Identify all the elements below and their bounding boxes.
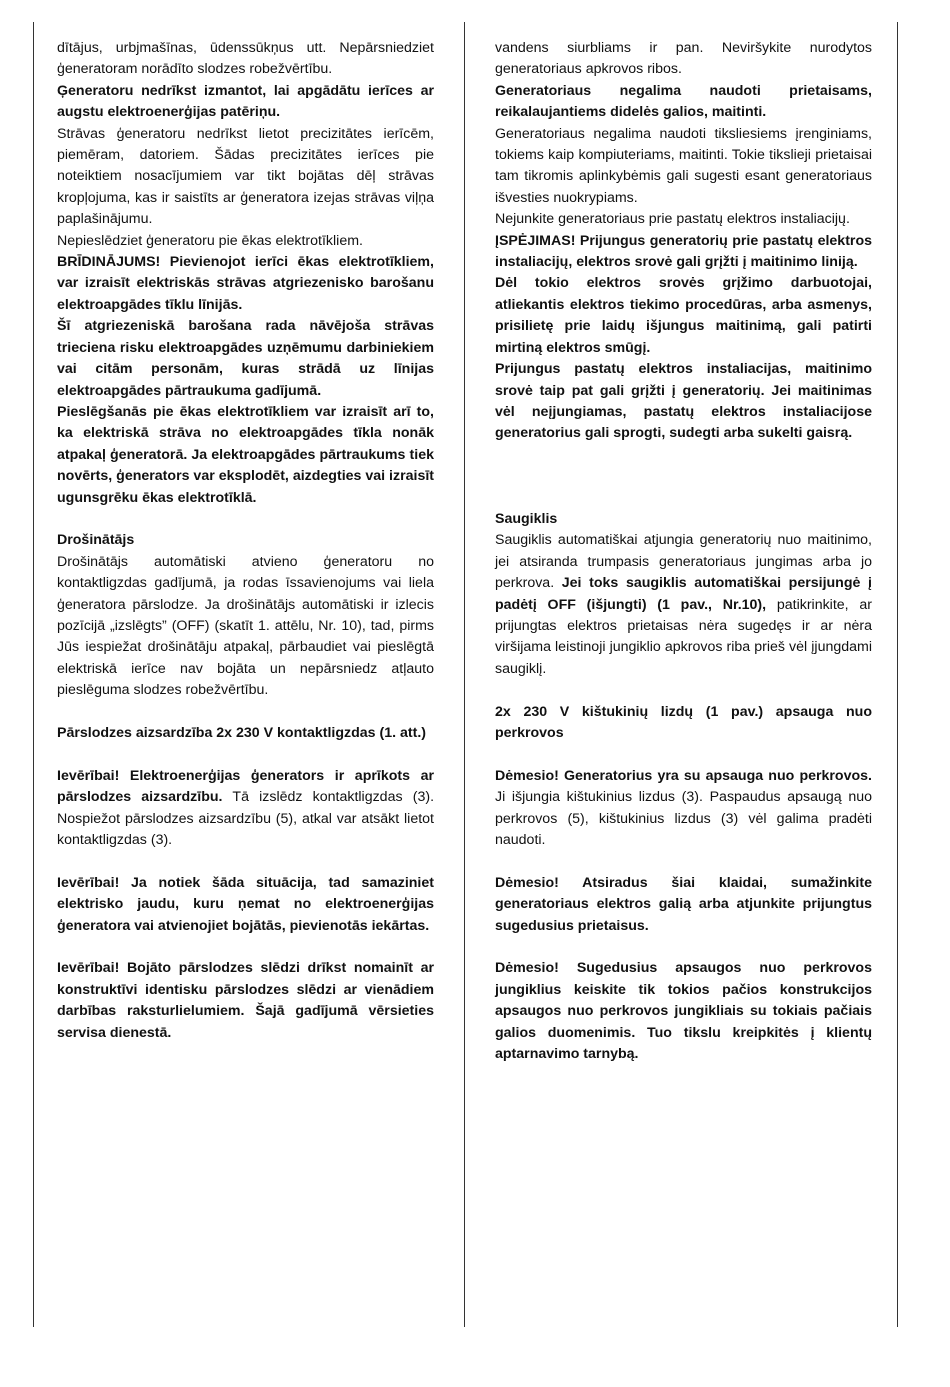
lt-bold-text: Dėmesio! Generatorius yra su apsauga nuo perkrovos. — [495, 767, 872, 784]
lv-paragraph-1: dītājus, urbjmašīnas, ūdenssūkņus utt. Nepārsniedziet ģeneratoram norādīto slodzes robežvērtību. — [57, 40, 434, 78]
lt-note-text: Ji išjungia kištukinius lizdus (3). Paspaudus apsaugą nuo perkrovos (5), kištukinius lizdus (3) vėl galima pradėti naudoti. — [495, 789, 872, 848]
lt-warning-1 — [495, 231, 872, 274]
lv-fuse-heading: Drošinātājs — [57, 532, 135, 549]
lv-warning-2 — [57, 316, 434, 402]
lt-fuse-text — [495, 530, 872, 680]
lv-bold-text: Ģeneratoru nedrīkst izmantot, lai apgādātu ierīces ar augstu elektroenerģijas patēriņu. — [57, 82, 434, 121]
lt-paragraph-3: Generatoriaus negalima naudoti tiksliesiems įrenginiams, tokiems kaip kompiuteriams, maitinti. Tokie tikslieji prietaisai tam tikromis aplinkybėmis gali sugesti esant generatoriaus išvesties nuokrypiams. — [495, 125, 872, 206]
column-divider-line — [464, 22, 465, 1327]
lt-paragraph-1: vandens siurbliams ir pan. Neviršykite nurodytos generatoriaus apkrovos ribos. — [495, 40, 872, 78]
lt-fuse-text-a: Saugiklis automatiškai atjungia generatorių nuo maitinimo, jei atsiranda trumpasis generatoriaus jungimas arba jo perkrova. — [495, 532, 872, 592]
lv-bold-text: Ievērībai! Ja notiek šāda situācija, tad samaziniet elektrisko jaudu, kuru ņemat no elektroenerģijas ģeneratora vai atvienojiet bojātās, pievienotās iekārtas. — [57, 874, 434, 934]
lt-bold-text: ĮSPĖJIMAS! Prijungus generatorių prie pastatų elektros instaliacijų, elektros srovė gali grįžti į maitinimo liniją. — [495, 232, 872, 271]
lv-warning-1 — [57, 252, 434, 316]
lv-paragraph-3: Strāvas ģeneratoru nedrīkst lietot precizitātes ierīcēm, piemēram, datoriem. Šādas precizitātes ierīces pie noteiktiem nosacījumiem var tikt bojātas dēļ strāvas kropļojuma, kas ir saistīts ar ģeneratora izejas strāvas viļņa paplašinājumu. — [57, 125, 434, 228]
lv-bold-text: Ievērībai! Bojāto pārslodzes slēdzi drīkst nomainīt ar konstruktīvi identisku pārslodzes slēdzi ar vienādiem darbības raksturlielumiem. Šajā gadījumā vērsieties servisa dienestā. — [57, 960, 434, 1041]
lv-note-3 — [57, 958, 434, 1044]
lt-bold-text: Dėl tokio elektros srovės grįžimo darbuotojai, atliekantis elektros tiekimo procedūras, arba asmenys, prisilietę prie laidų išjungus maitinimą, gali patirti mirtiną elektros smūgį. — [495, 275, 872, 356]
lt-warning-3 — [495, 359, 872, 445]
lv-bold-text: Pieslēgšanās pie ēkas elektrotīkliem var izraisīt arī to, ka elektriskā strāva no elektroapgādes tīkla nonāk atpakaļ ģeneratorā. Ja elektroapgādes pārtraukums tiek novērts, ģenerators var eksplodēt, aizdegties vai izraisīt ugunsgrēku ēkas elektrotīklā. — [57, 403, 434, 506]
lv-bold-text: Ievērībai! Elektroenerģijas ģenerators ir aprīkots ar pārslodzes aizsardzību. — [57, 767, 434, 806]
lv-overload-heading: Pārslodzes aizsardzība 2x 230 V kontaktligzdas (1. att.) — [57, 724, 427, 741]
latvian-column — [57, 38, 434, 1044]
lt-fuse-heading: Saugiklis — [495, 510, 558, 527]
lv-note-1 — [57, 766, 434, 852]
lv-warning-3 — [57, 402, 434, 509]
right-border-line — [897, 22, 898, 1327]
lt-overload-heading: 2x 230 V kištukinių lizdų (1 pav.) apsauga nuo perkrovos — [495, 703, 872, 741]
lv-note-text: Tā izslēdz kontaktligzdas (3). Nospiežot pārslodzes aizsardzību (5), atkal var atsākt lietot kontaktligzdas (3). — [57, 789, 435, 848]
lt-bold-text: Jei toks saugiklis automatiškai persijungė į padėtį OFF (išjungti) (1 pav., Nr.10), — [495, 575, 872, 613]
lt-warning-2 — [495, 273, 872, 359]
lv-paragraph-2 — [57, 81, 434, 124]
lithuanian-column — [495, 38, 872, 1065]
lt-note-3 — [495, 958, 872, 1065]
lv-note-2 — [57, 873, 434, 937]
lt-fuse-text-b: patikrinkite, ar prijungtas elektros prietaisas nėra sugedęs ir ar nėra viršijama leistinoji jungiklio apkrovos riba prieš vėl įjungdami saugiklį. — [495, 596, 872, 677]
lt-paragraph-4: Nejunkite generatoriaus prie pastatų elektros instaliacijų. — [495, 211, 850, 228]
lt-bold-text: Generatoriaus negalima naudoti prietaisams, reikalaujantiems didelės galios, maitinti. — [495, 82, 872, 121]
lv-bold-text: BRĪDINĀJUMS! Pievienojot ierīci ēkas elektrotīkliem, var izraisīt elektriskās strāvas atgriezenisko barošanu elektroapgādes tīklu līnijās. — [57, 254, 434, 313]
lt-note-1 — [495, 766, 872, 852]
left-border-line — [33, 22, 34, 1327]
lv-paragraph-4: Nepieslēdziet ģeneratoru pie ēkas elektrotīkliem. — [57, 232, 363, 249]
lv-fuse-text: Drošinātājs automātiski atvieno ģeneratoru no kontaktligzdas gadījumā, ja rodas īssavienojums vai liela ģeneratora pārslodze. Ja drošinātājs automātiski ir izlecis pozīcijā „izslēgts” (OFF) (skatīt 1. attēlu, Nr. 10), tad, pirms Jūs iespiežat drošinātāju atpakaļ, pārbaudiet vai pieslēgtā elektriskā ierīce nav bojāta un nepārsniedz atļauto pieslēguma slodzes robežvērtību. — [57, 553, 434, 699]
lt-note-2 — [495, 873, 872, 937]
lv-bold-text: Šī atgriezeniskā barošana rada nāvējoša strāvas trieciena risku elektroapgādes uzņēmumu darbiniekiem vai citām personām, kuras strādā uz līnijas elektroapgādes pārtraukuma gadījumā. — [57, 318, 434, 399]
lt-bold-text: Dėmesio! Atsiradus šiai klaidai, sumažinkite generatoriaus elektros galią arba atjunkite prijungtus sugedusius prietaisus. — [495, 874, 872, 934]
lt-bold-text: Prijungus pastatų elektros instaliacijas, maitinimo srovė taip pat gali grįžti į generatorių. Jei maitinimas vėl neįjungiamas, pastatų elektros instaliacijose generatorius gali sprogti, sudegti arba sukelti gaisrą. — [495, 361, 872, 442]
lt-paragraph-2 — [495, 81, 872, 124]
lt-bold-text: Dėmesio! Sugedusius apsaugos nuo perkrovos jungiklius keiskite tik tokios pačios konstrukcijos apsaugos nuo perkrovos jungikliais su tokiais pačiais galios duomenimis. Tuo tikslu kreipkitės į klientų aptarnavimo tarnybą. — [495, 960, 872, 1062]
